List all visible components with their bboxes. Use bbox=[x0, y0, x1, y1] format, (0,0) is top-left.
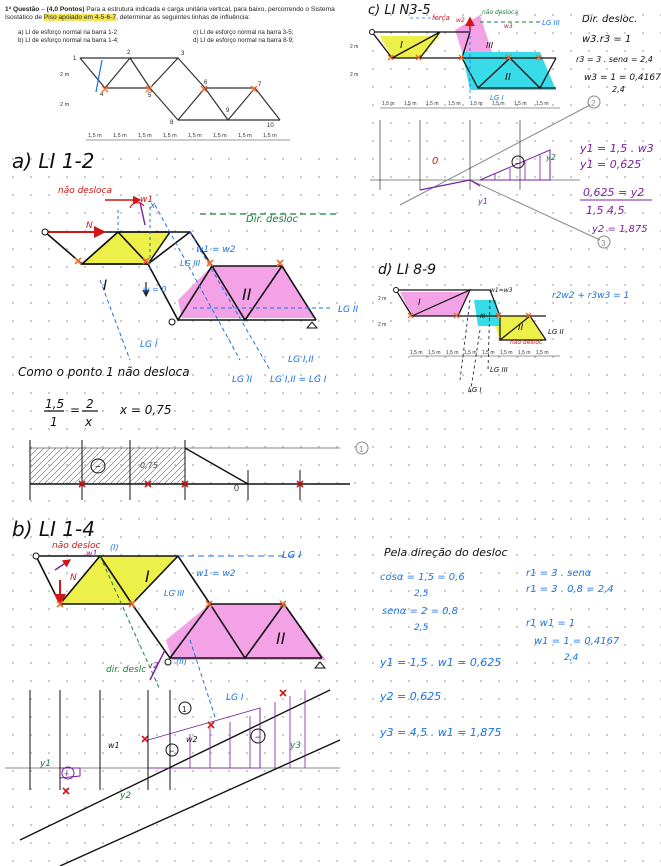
node-7: 7 bbox=[258, 82, 262, 88]
d-region-3: III bbox=[480, 313, 486, 320]
question-text-a: Para a estrutura indicada e carga unitária vertical, para baixo, percorrendo o Sistema Isostático de bbox=[5, 6, 335, 22]
d-dim-1: 1,5 m bbox=[410, 350, 423, 356]
item-b: b) LI de esforço normal na barra 1-4; bbox=[18, 37, 119, 44]
d-dim-2: 1,5 m bbox=[428, 350, 441, 356]
b-w-eq: w1 = w2 bbox=[196, 569, 236, 579]
d-w: w1=w3 bbox=[490, 287, 513, 294]
c-dim-1: 1,5 m bbox=[382, 101, 395, 107]
dim-span-5: 1,5 m bbox=[188, 133, 202, 139]
c-result-2: y1 = 0,625 bbox=[580, 158, 642, 171]
question-points: (4,0 Pontos) bbox=[46, 6, 85, 13]
question-number: 1ª Questão bbox=[5, 6, 40, 13]
c-diag-circ2: 2 bbox=[591, 99, 596, 108]
a-eq-eq: = bbox=[70, 403, 81, 417]
node-9: 9 bbox=[226, 108, 230, 114]
b-nao-desloc: não desloc bbox=[52, 541, 101, 551]
a-eq-lhs-den: 1 bbox=[50, 415, 58, 429]
c-note-2: w3.r3 = 1 bbox=[582, 34, 632, 45]
dim-span-3: 1,5 m bbox=[138, 133, 152, 139]
b-diag-plus: + bbox=[64, 769, 70, 779]
c-dim-8: 1,5 m bbox=[536, 101, 549, 107]
c-dim-3: 1,5 m bbox=[426, 101, 439, 107]
d-dim-8: 1,5 m bbox=[536, 350, 549, 356]
dim-span-1: 1,5 m bbox=[88, 133, 102, 139]
c-diag-minus: − bbox=[515, 159, 520, 168]
question-statement: 1ª Questão – (4,0 Pontos) Para a estrutura indicada e carga unitária vertical, para baixo, percorrendo o Sistema Isostático de Piso apoiado em 4-5-6-7, determinar as seguintes linhas de influência: bbox=[5, 6, 335, 22]
dim-span-4: 1,5 m bbox=[163, 133, 177, 139]
b-diag-minus-2: − bbox=[255, 732, 261, 742]
a-eq-rhs-den: x bbox=[85, 415, 93, 429]
node-3: 3 bbox=[181, 51, 185, 57]
c-region-3: III bbox=[486, 41, 494, 50]
b-dir-desloc: dir. deslc bbox=[106, 665, 147, 675]
dim-height-1: 2 m bbox=[60, 72, 70, 78]
a-w-eq: w1 = w2 bbox=[196, 245, 236, 255]
notes-cos-den: 2,5 bbox=[414, 589, 429, 599]
right-notes bbox=[379, 546, 620, 739]
d-lg2: LG II bbox=[548, 328, 564, 336]
dim-span-2: 1,5 m bbox=[113, 133, 127, 139]
notes-title: Pela direção do desloc bbox=[384, 546, 508, 559]
b-diag-circ1: 1 bbox=[182, 705, 187, 714]
a-lg3: LG III bbox=[180, 259, 201, 268]
a-lg-ii: LG II bbox=[232, 375, 253, 385]
dim-span-7: 1,5 m bbox=[238, 133, 252, 139]
d-desloc: não desloc bbox=[510, 339, 543, 346]
a-eq-result: x = 0,75 bbox=[120, 403, 172, 417]
header-dims bbox=[60, 72, 290, 140]
a-diag-circ1: 1 bbox=[359, 445, 364, 454]
node-1: 1 bbox=[73, 56, 77, 62]
c-dim-5: 1,5 m bbox=[470, 101, 483, 107]
a-x: x bbox=[150, 201, 156, 211]
d-dim-h1: 2 m bbox=[378, 296, 387, 302]
b-diag-minus-1: − bbox=[169, 746, 175, 756]
d-region-1: I bbox=[418, 298, 421, 308]
section-a-influence-line bbox=[30, 440, 368, 500]
header-truss bbox=[80, 58, 280, 120]
c-note-5: 2,4 bbox=[612, 85, 625, 94]
item-c: c) LI de esforço normal na barra 3-5; bbox=[193, 29, 294, 36]
d-dim-7: 1,5 m bbox=[518, 350, 531, 356]
d-dim-3: 1,5 m bbox=[446, 350, 459, 356]
a-eq-lhs-num: 1,5 bbox=[45, 397, 65, 411]
a-w0: w = 0 bbox=[143, 285, 167, 294]
a-region-2: II bbox=[242, 285, 252, 304]
node-5: 5 bbox=[148, 93, 152, 99]
question-highlight: Piso apoiado em 4-5-6-7 bbox=[43, 14, 117, 22]
b-w1: w1 bbox=[86, 549, 98, 558]
c-dim-2: 1,5 m bbox=[404, 101, 417, 107]
notes-y1: y1 = 1,5 . w1 = 0,625 bbox=[380, 656, 502, 669]
c-diag-circ3: 3 bbox=[601, 239, 606, 248]
a-diag-value: 0,75 bbox=[140, 461, 158, 470]
b-region-1: I bbox=[145, 567, 150, 586]
notes-w1-den: 2,4 bbox=[564, 653, 579, 663]
b-region-2: II bbox=[276, 629, 286, 648]
section-c-truss bbox=[370, 15, 557, 100]
c-diag-y1: y1 bbox=[478, 197, 488, 206]
a-w1: w1 bbox=[140, 195, 154, 205]
b-lg-i-lower: LG I bbox=[226, 693, 244, 703]
b-r2: r2 bbox=[150, 661, 159, 670]
node-8: 8 bbox=[170, 120, 174, 126]
c-dim-6: 1,5 m bbox=[492, 101, 505, 107]
d-rw: r2w2 + r3w3 = 1 bbox=[552, 291, 630, 301]
section-d-title: d) LI 8-9 bbox=[378, 262, 437, 278]
section-b-title: b) LI 1-4 bbox=[12, 517, 95, 541]
item-d: d) LI de esforço normal na barra 8-9; bbox=[193, 37, 294, 44]
c-result-3: 0,625 = y2 bbox=[583, 186, 645, 199]
b-i-tag: (I) bbox=[110, 543, 119, 552]
b-ii-tag: (II) bbox=[176, 657, 187, 666]
a-lg-eq: LG I,II = LG I bbox=[270, 375, 327, 385]
node-10: 10 bbox=[267, 123, 274, 129]
d-region-2: II bbox=[518, 323, 524, 333]
notes-y2: y2 = 0,625 bbox=[380, 690, 442, 703]
d-lg1: LG I bbox=[468, 386, 482, 394]
b-lg-i: LG I bbox=[282, 550, 302, 561]
d-dim-5: 1,5 m bbox=[482, 350, 495, 356]
dim-height-2: 2 m bbox=[60, 102, 70, 108]
notes-rw: r1 w1 = 1 bbox=[526, 618, 576, 629]
b-diag-y2: y2 bbox=[120, 791, 132, 801]
c-note-3: r3 = 3 . senα = 2,4 bbox=[576, 55, 653, 64]
a-diag-zero: 0 bbox=[234, 483, 240, 493]
c-note-1: Dir. desloc. bbox=[582, 14, 638, 25]
c-lg1: LG I bbox=[490, 94, 504, 102]
item-a: a) LI de esforço normal na barra 1-2 bbox=[18, 29, 118, 36]
a-dir-desloc: Dir. desloc bbox=[246, 214, 299, 225]
a-region-1: I bbox=[103, 278, 108, 294]
c-nao-desloca: não desloca bbox=[482, 9, 518, 16]
b-diag-w1: w1 bbox=[108, 741, 120, 750]
c-dim-h2: 2 m bbox=[350, 72, 359, 78]
notes-sen-den: 2,5 bbox=[414, 623, 429, 633]
section-b-influence-line bbox=[5, 690, 340, 866]
b-diag-w2: w2 bbox=[186, 735, 198, 744]
c-w3: w3 bbox=[504, 23, 513, 30]
node-4: 4 bbox=[100, 92, 104, 98]
b-lg3: LG III bbox=[164, 589, 185, 598]
a-eq-rhs-num: 2 bbox=[86, 397, 94, 411]
b-diag-y3: y3 bbox=[290, 741, 302, 751]
a-lg-i-ii: LG I,II bbox=[288, 355, 314, 365]
c-dim-7: 1,5 m bbox=[514, 101, 527, 107]
node-6: 6 bbox=[204, 80, 208, 86]
b-diag-y1: y1 bbox=[40, 759, 52, 769]
a-note: Como o ponto 1 não desloca bbox=[18, 365, 190, 379]
notes-cos: cosα = 1,5 = 0,6 bbox=[380, 572, 465, 583]
a-n-label: N bbox=[86, 221, 93, 231]
section-c-labels bbox=[400, 9, 661, 235]
node-2: 2 bbox=[127, 50, 131, 56]
d-dim-h2: 2 m bbox=[378, 322, 387, 328]
d-dim-4: 1,5 m bbox=[464, 350, 477, 356]
header-markers bbox=[102, 86, 257, 92]
a-lg-i: LG I bbox=[140, 340, 158, 350]
notes-r1a: r1 = 3 . senα bbox=[526, 568, 592, 579]
c-forca: força bbox=[432, 14, 450, 22]
notes-y3: y3 = 4,5 . w1 = 1,875 bbox=[380, 726, 502, 739]
notes-w1: w1 = 1 = 0,4167 bbox=[534, 636, 620, 647]
question-text-b: , determinar as seguintes linhas de influência: bbox=[116, 14, 250, 22]
c-region-1: I bbox=[400, 40, 403, 51]
notes-sen: senα = 2 = 0,8 bbox=[382, 606, 459, 617]
d-lg3: LG III bbox=[490, 366, 508, 374]
b-n-label: N bbox=[70, 573, 77, 583]
c-lg3: LG III bbox=[542, 19, 560, 27]
dim-span-6: 1,5 m bbox=[213, 133, 227, 139]
c-dim-h1: 2 m bbox=[350, 44, 359, 50]
dim-span-8: 1,5 m bbox=[263, 133, 277, 139]
a-diag-minus: − bbox=[95, 462, 101, 473]
c-region-2: II bbox=[505, 72, 511, 83]
c-result-4: 1,5 4,5 bbox=[586, 204, 625, 217]
c-diag-y2: y2 bbox=[546, 153, 556, 162]
d-dim-6: 1,5 m bbox=[500, 350, 513, 356]
section-c-title: c) LI N3-5 bbox=[368, 3, 431, 18]
c-w2: w2 bbox=[456, 17, 465, 24]
notes-r1b: r1 = 3 . 0,8 = 2,4 bbox=[526, 584, 614, 595]
c-result-1: y1 = 1,5 . w3 bbox=[580, 142, 654, 155]
a-lg-ii-right: LG II bbox=[338, 305, 359, 315]
c-result-5: y2 = 1,875 bbox=[592, 224, 648, 235]
c-dim-4: 1,5 m bbox=[448, 101, 461, 107]
c-diag-zero: 0 bbox=[432, 156, 439, 167]
a-nao-desloca: não desloca bbox=[58, 186, 112, 196]
section-a-title: a) LI 1-2 bbox=[12, 149, 95, 173]
c-note-4: w3 = 1 = 0,4167 bbox=[584, 73, 661, 83]
section-c-influence-line bbox=[370, 96, 610, 248]
